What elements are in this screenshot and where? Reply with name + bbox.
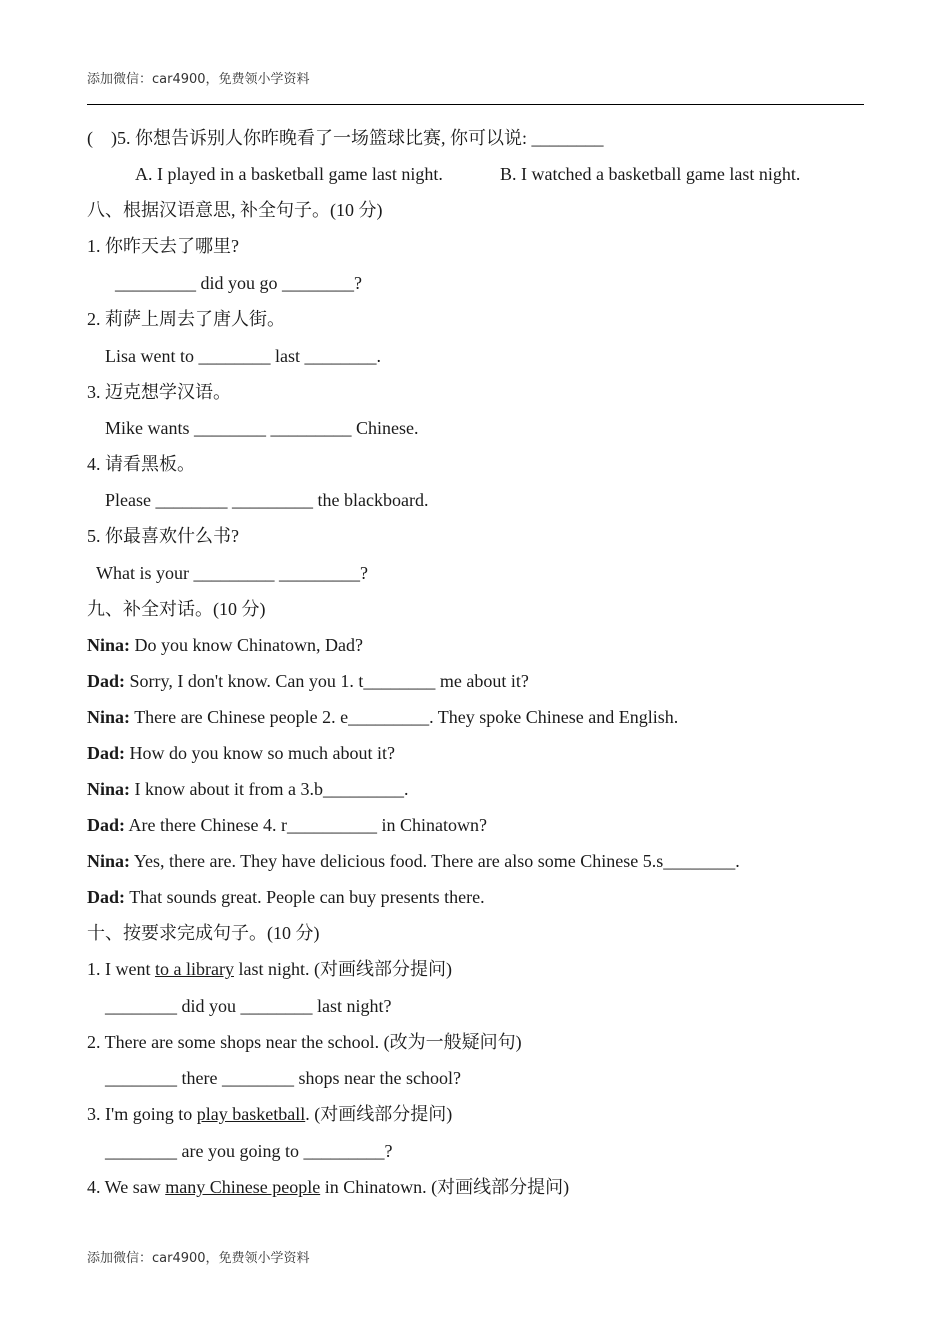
question-text bbox=[87, 1176, 569, 1198]
underlined-phrase: play basketball bbox=[196, 1104, 306, 1124]
dialogue-line bbox=[87, 886, 485, 908]
question-cn: 2. 莉萨上周去了唐人街。 bbox=[87, 309, 285, 329]
question-cn: 1. 你昨天去了哪里? bbox=[87, 236, 239, 256]
question-prefix: 4. We saw bbox=[87, 1177, 166, 1197]
dialogue-text: There are Chinese people 2. e_________. They spoke Chinese and English. bbox=[130, 707, 679, 727]
question-prefix: 1. I went bbox=[87, 959, 155, 979]
question-text: 2. There are some shops near the school. (改为一般疑问句) bbox=[87, 1032, 522, 1052]
speaker: Dad: bbox=[87, 743, 126, 763]
section-title: 九、补全对话。(10 分) bbox=[87, 599, 266, 619]
answer-line: ________ did you ________ last night? bbox=[105, 996, 392, 1016]
question-suffix: last night. (对画线部分提问) bbox=[233, 959, 452, 979]
dialogue-text: Sorry, I don't know. Can you 1. t________ me about it? bbox=[125, 671, 529, 691]
dialogue-line bbox=[87, 814, 487, 836]
speaker: Dad: bbox=[87, 887, 126, 907]
answer-line: _________ did you go ________? bbox=[115, 273, 362, 293]
underlined-phrase: many Chinese people bbox=[165, 1177, 321, 1197]
option-a: A. I played in a basketball game last night. bbox=[135, 164, 443, 184]
speaker: Nina: bbox=[87, 635, 131, 655]
header-divider bbox=[87, 104, 864, 105]
dialogue-line bbox=[87, 706, 678, 728]
page-footer: 添加微信：car4900，免费领小学资料 bbox=[87, 1251, 310, 1266]
speaker: Nina: bbox=[87, 779, 131, 799]
speaker: Nina: bbox=[87, 707, 131, 727]
question-cn: 5. 你最喜欢什么书? bbox=[87, 526, 239, 546]
answer-line: Mike wants ________ _________ Chinese. bbox=[105, 418, 419, 438]
dialogue-text: Do you know Chinatown, Dad? bbox=[130, 635, 363, 655]
section-title: 八、根据汉语意思, 补全句子。(10 分) bbox=[87, 200, 383, 220]
question-stem: ( )5. 你想告诉别人你昨晚看了一场篮球比赛, 你可以说: ________ bbox=[87, 128, 604, 148]
section-title: 十、按要求完成句子。(10 分) bbox=[87, 923, 320, 943]
dialogue-line bbox=[87, 634, 363, 656]
dialogue-line bbox=[87, 670, 529, 692]
answer-line: Lisa went to ________ last ________. bbox=[105, 346, 381, 366]
speaker: Dad: bbox=[87, 671, 126, 691]
question-cn: 4. 请看黑板。 bbox=[87, 454, 195, 474]
question-suffix: in Chinatown. (对画线部分提问) bbox=[320, 1177, 570, 1197]
question-cn: 3. 迈克想学汉语。 bbox=[87, 382, 231, 402]
dialogue-text: I know about it from a 3.b_________. bbox=[130, 779, 409, 799]
speaker: Nina: bbox=[87, 851, 131, 871]
question-text bbox=[87, 958, 452, 980]
page-header: 添加微信：car4900，免费领小学资料 bbox=[87, 72, 310, 87]
dialogue-text: How do you know so much about it? bbox=[125, 743, 395, 763]
answer-line: ________ are you going to _________? bbox=[105, 1141, 393, 1161]
question-text bbox=[87, 1103, 452, 1125]
answer-line: Please ________ _________ the blackboard. bbox=[105, 490, 429, 510]
underlined-phrase: to a library bbox=[154, 959, 234, 979]
option-b: B. I watched a basketball game last night. bbox=[500, 164, 801, 184]
dialogue-text: Are there Chinese 4. r__________ in Chinatown? bbox=[125, 815, 487, 835]
dialogue-line bbox=[87, 742, 395, 764]
dialogue-text: Yes, there are. They have delicious food. There are also some Chinese 5.s________. bbox=[130, 851, 740, 871]
dialogue-line bbox=[87, 778, 408, 800]
dialogue-line bbox=[87, 850, 740, 872]
dialogue-text: That sounds great. People can buy presents there. bbox=[125, 887, 485, 907]
speaker: Dad: bbox=[87, 815, 126, 835]
answer-line: ________ there ________ shops near the school? bbox=[105, 1068, 461, 1088]
question-prefix: 3. I'm going to bbox=[87, 1104, 197, 1124]
question-suffix: . (对画线部分提问) bbox=[305, 1104, 453, 1124]
answer-line: What is your _________ _________? bbox=[96, 563, 368, 583]
